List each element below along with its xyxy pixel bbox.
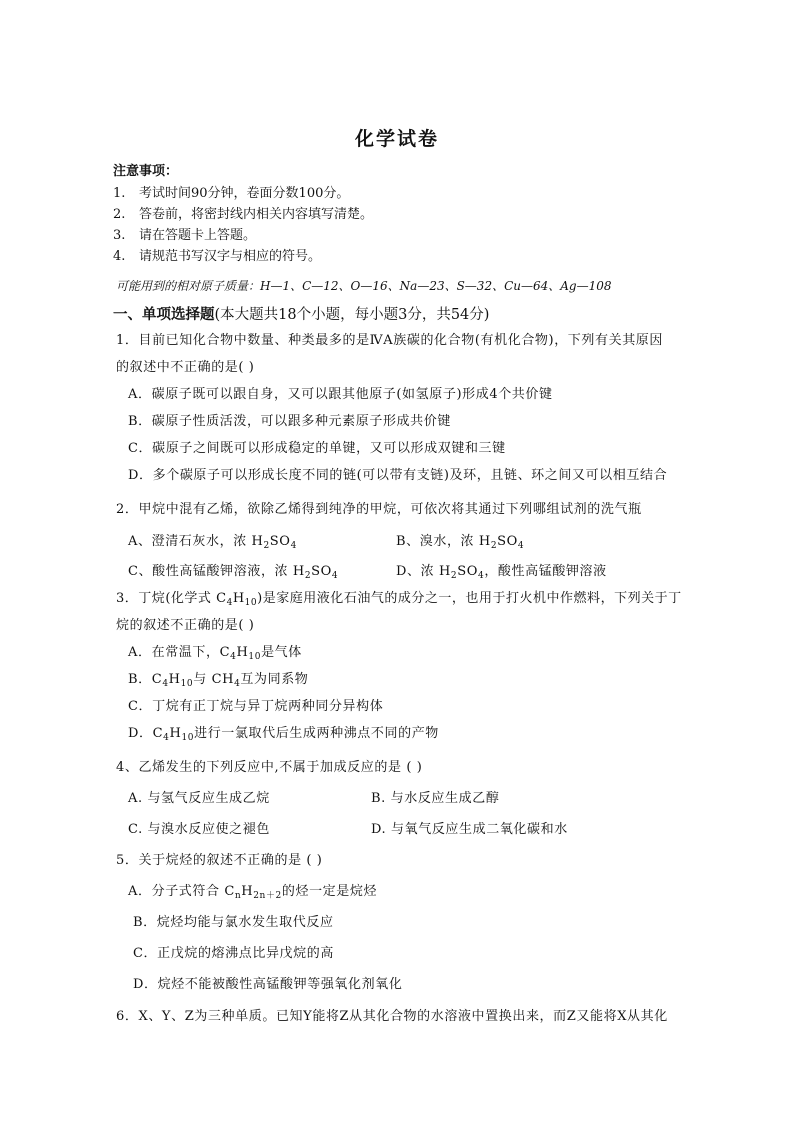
question-3-stem-cont: 烷的叙述不正确的是( ) [116,618,255,633]
question-6-stem: 6．X、Y、Z为三种单质。已知Y能将Z从其化合物的水溶液中置换出来，而Z又能将X从其化 [116,1009,668,1024]
question-5-option-b: B．烷烃均能与氯水发生取代反应 [133,915,334,930]
question-5-option-d: D．烷烃不能被酸性高锰酸钾等强氧化剂氧化 [133,977,403,992]
note-item: 3. 请在答题卡上答题。 [113,228,257,243]
question-5-option-a: A．分子式符合 $C_nH_{2n+2}$的烃一定是烷烃 [128,884,378,901]
notes-heading: 注意事项： [113,164,179,179]
question-4-option-c: C. 与溴水反应使之褪色 [128,822,270,837]
note-item: 1. 考试时间90分钟，卷面分数100分。 [113,186,350,201]
question-4-stem: 4、乙烯发生的下列反应中,不属于加成反应的是 ( ) [116,760,423,775]
question-5-option-c: C．正戊烷的熔沸点比异戊烷的高 [133,946,334,961]
section-heading: 一、单项选择题(本大题共18个小题，每小题3分，共54分) [113,306,490,323]
question-4-option-b: B. 与水反应生成乙醇 [371,791,500,806]
question-1-stem-cont: 的叙述中不正确的是( ) [116,360,255,375]
question-4-option-d: D. 与氧气反应生成二氧化碳和水 [371,822,568,837]
question-1-stem: 1．目前已知化合物中数量、种类最多的是ⅣA族碳的化合物(有机化合物)，下列有关其原因 [116,333,663,348]
question-1-option-a: A．碳原子既可以跟自身，又可以跟其他原子(如氢原子)形成4个共价键 [128,387,553,402]
question-2-option-a: A、澄清石灰水，浓 $H_2SO_4$ [128,534,297,551]
atomic-masses: 可能用到的相对原子质量：H—1、C—12、O—16、Na—23、S—32、Cu—64、Ag—108 [116,279,612,293]
question-2-option-c: C、酸性高锰酸钾溶液，浓 $H_2SO_4$ [128,564,339,581]
question-2-stem: 2．甲烷中混有乙烯，欲除乙烯得到纯净的甲烷，可依次将其通过下列哪组试剂的洗气瓶 [116,502,642,517]
question-1-option-d: D．多个碳原子可以形成长度不同的链(可以带有支链)及环，且链、环之间又可以相互结合 [128,468,668,483]
question-5-stem: 5．关于烷烃的叙述不正确的是 ( ) [116,853,323,868]
question-1-option-b: B．碳原子性质活泼，可以跟多种元素原子形成共价键 [128,414,451,429]
note-item: 2. 答卷前，将密封线内相关内容填写清楚。 [113,207,374,222]
question-3-option-b: B．$C_4H_{10}$与 $CH_4$互为同系物 [128,672,309,689]
question-3-option-d: D．$C_4H_{10}$进行一氯取代后生成两种沸点不同的产物 [128,726,439,743]
question-3-stem: 3．丁烷(化学式 $C_4H_{10}$)是家庭用液化石油气的成分之一，也用于打火机中作燃料，下列关于丁 [116,591,682,608]
question-4-option-a: A. 与氢气反应生成乙烷 [128,791,270,806]
page-title: 化学试卷 [354,128,439,150]
question-2-option-d: D、浓 $H_2SO_4$，酸性高锰酸钾溶液 [396,564,607,581]
question-1-option-c: C．碳原子之间既可以形成稳定的单键，又可以形成双键和三键 [128,441,506,456]
note-item: 4. 请规范书写汉字与相应的符号。 [113,249,322,264]
question-3-option-a: A．在常温下，$C_4H_{10}$是气体 [128,645,302,662]
question-3-option-c: C．丁烷有正丁烷与异丁烷两种同分异构体 [128,699,384,714]
question-2-option-b: B、溴水，浓 $H_2SO_4$ [396,534,525,551]
